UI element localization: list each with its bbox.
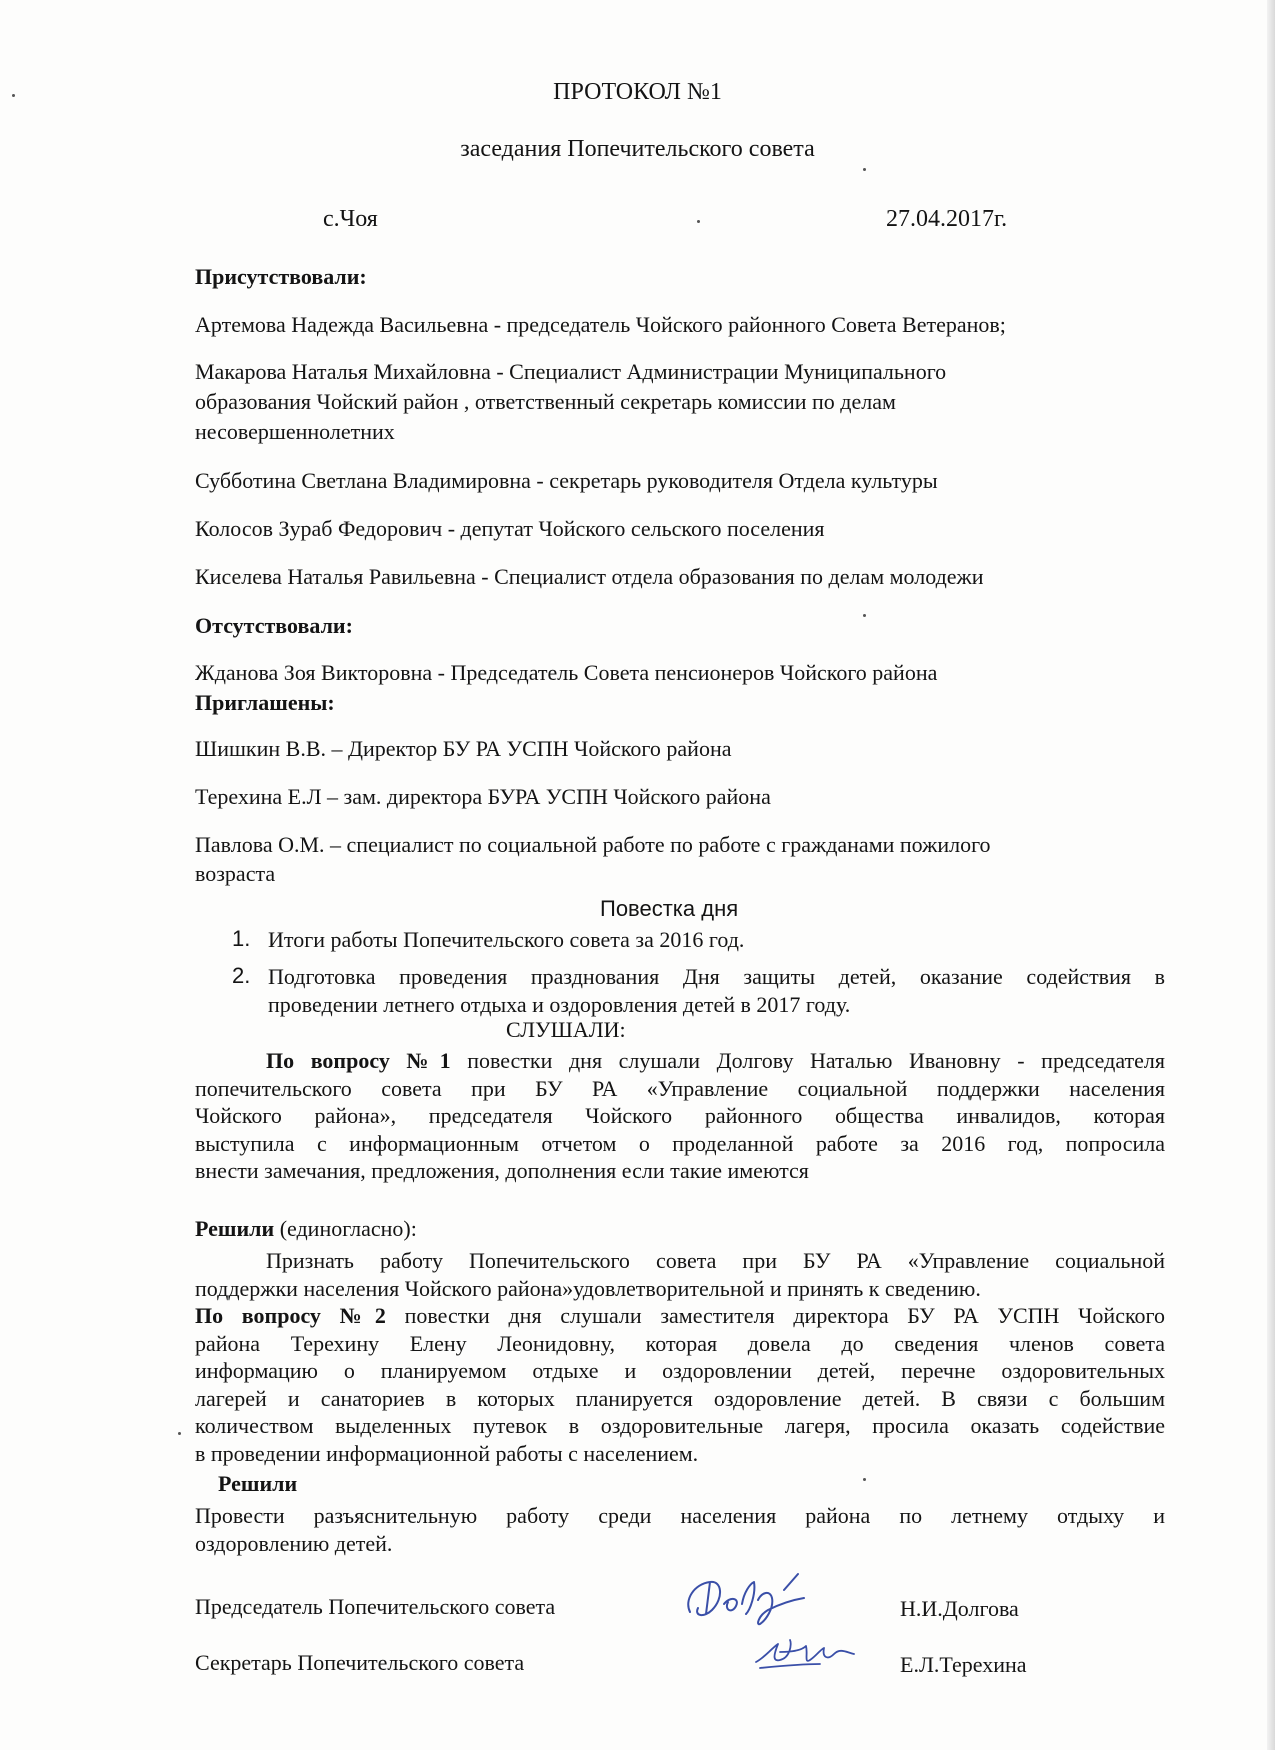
decision1-label: Решили [195, 1216, 275, 1241]
agenda-item [268, 963, 1165, 1018]
question1-text: повестки дня слушали Долгову Наталью Ивановну - председателя [450, 1048, 1165, 1073]
decision2-paragraph [195, 1502, 1165, 1557]
agenda-heading: Повестка дня [600, 896, 739, 921]
present-member: Артемова Надежда Васильевна - председатель Чойского районного Совета Ветеранов; [195, 312, 1006, 337]
question1-line: выступила с информационным отчетом о проделанной работе за 2016 год, попросила [195, 1130, 1165, 1156]
scan-speck [863, 168, 866, 171]
question1-label: По вопросу №1 [266, 1048, 451, 1073]
question2-line: в проведении информационной работы с населением. [195, 1440, 699, 1466]
decision1-note: (единогласно): [274, 1216, 417, 1241]
scan-speck [178, 1432, 181, 1435]
decision2-line: оздоровлению детей. [195, 1530, 393, 1556]
agenda-item: Итоги работы Попечительского совета за 2016 год. [268, 927, 745, 952]
question2-text: повестки дня слушали заместителя директора БУ РА УСПН Чойского [385, 1303, 1165, 1328]
decision1-heading [195, 1215, 417, 1243]
question2-line: лагерей и санаториев в которых планируется оздоровление детей. В связи с большим [195, 1385, 1165, 1411]
scan-speck [12, 94, 15, 97]
present-member-cont: образования Чойский район , ответственный секретарь комиссии по делам [195, 389, 896, 414]
absent-member: Жданова Зоя Викторовна - Председатель Совета пенсионеров Чойского района [195, 660, 938, 685]
decision2-label: Решили [218, 1471, 298, 1496]
decision1-paragraph [195, 1247, 1165, 1302]
meeting-place: с.Чоя [323, 206, 378, 232]
secretary-signature [750, 1630, 860, 1675]
page-edge-shadow [1267, 0, 1275, 1750]
chairman-name: Н.И.Долгова [900, 1596, 1019, 1621]
question2-line [195, 1302, 1165, 1330]
chairman-role: Председатель Попечительского совета [195, 1594, 556, 1619]
present-member: Макарова Наталья Михайловна - Специалист Администрации Муниципального [195, 359, 947, 384]
invited-member: Терехина Е.Л – зам. директора БУРА УСПН Чойского района [195, 784, 771, 809]
agenda-item-number: 1. [232, 926, 251, 951]
question2-line: информацию о планируемом отдыхе и оздоровлении детей, перечне оздоровительных [195, 1358, 1165, 1383]
present-heading: Присутствовали: [195, 264, 367, 289]
question2-line: района Терехину Елену Леонидовну, которая довела до сведения членов совета [195, 1330, 1165, 1356]
agenda-item-line: проведении летнего отдыха и оздоровления детей в 2017 году. [268, 991, 851, 1017]
present-member: Киселева Наталья Равильевна - Специалист отдела образования по делам молодежи [195, 564, 984, 589]
decision1-line: Признать работу Попечительского совета при БУ РА «Управление социальной [266, 1248, 1165, 1273]
document-subtitle: заседания Попечительского совета [460, 136, 815, 162]
question1-line: Чойского района», председателя Чойского районного общества инвалидов, которая [195, 1103, 1165, 1128]
agenda-item-line: Подготовка проведения празднования Дня защиты детей, оказание содействия в [268, 964, 1165, 989]
invited-member: Шишкин В.В. – Директор БУ РА УСПН Чойского района [195, 736, 732, 761]
scan-speck [863, 614, 866, 617]
document-title: ПРОТОКОЛ №1 [553, 79, 722, 105]
absent-heading: Отсутствовали: [195, 613, 353, 638]
invited-heading: Приглашены: [195, 690, 335, 715]
agenda-item-number: 2. [232, 963, 251, 988]
question2-label: По вопросу №2 [195, 1303, 386, 1328]
invited-member-cont: возраста [195, 861, 276, 886]
question2-paragraph [195, 1302, 1165, 1467]
secretary-name: Е.Л.Терехина [900, 1652, 1027, 1677]
present-member: Колосов Зураб Федорович - депутат Чойского сельского поселения [195, 516, 825, 541]
question1-line [195, 1047, 1165, 1075]
decision2-line: Провести разъяснительную работу среди населения района по летнему отдыху и [195, 1503, 1165, 1528]
question2-line: количеством выделенных путевок в оздоровительные лагеря, просила оказать содействие [195, 1413, 1165, 1438]
chairman-signature [680, 1570, 830, 1630]
scan-speck [697, 220, 700, 223]
decision1-line: поддержки населения Чойского района»удовлетворительной и принять к сведению. [195, 1275, 981, 1301]
meeting-date: 27.04.2017г. [886, 206, 1008, 232]
question1-paragraph [195, 1047, 1165, 1185]
present-member: Субботина Светлана Владимировна - секретарь руководителя Отдела культуры [195, 468, 938, 493]
present-member-cont: несовершеннолетних [195, 419, 395, 444]
scan-speck [863, 1478, 866, 1481]
question1-line: внести замечания, предложения, дополнения если такие имеются [195, 1158, 809, 1183]
question1-line: попечительского совета при БУ РА «Управление социальной поддержки населения [195, 1075, 1165, 1101]
invited-member: Павлова О.М. – специалист по социальной работе по работе с гражданами пожилого [195, 832, 991, 857]
secretary-role: Секретарь Попечительского совета [195, 1650, 525, 1675]
heard-heading: СЛУШАЛИ: [506, 1017, 626, 1042]
